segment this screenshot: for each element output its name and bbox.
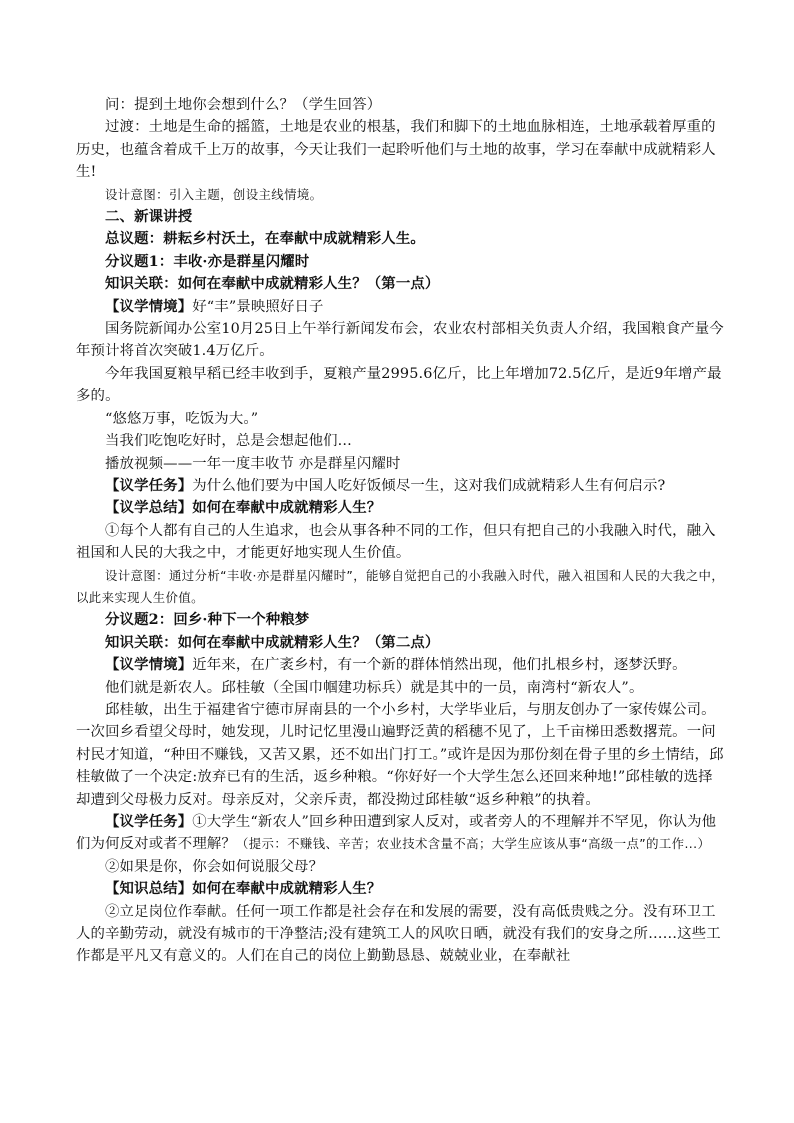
summary-1-point: ①每个人都有自己的人生追求，也会从事各种不同的工作，但只有把自己的小我融入时代，融入祖国和人民的大我之中，才能更好地实现人生价值。 xyxy=(76,522,716,562)
sub-topic-2-heading: 分议题2：回乡·种下一个种粮梦 xyxy=(105,611,310,629)
scenario-1-label: 【议学情境】 xyxy=(105,297,193,315)
reflection-paragraph: 当我们吃饱吃好时，总是会想起他们... xyxy=(105,433,352,450)
transition-paragraph: 过渡：土地是生命的摇篮，土地是农业的根基，我们和脚下的土地血脉相连，土地承载着厚重的历史，也蕴含着成千上万的故事，今天让我们一起聆听他们与土地的故事，学习在奉献中成就精彩人生! xyxy=(76,119,716,181)
general-topic-heading: 总议题：耕耘乡村沃土，在奉献中成就精彩人生。 xyxy=(105,230,425,248)
task-2-text: ①大学生“新农人”回乡种田遭到家人反对，或者旁人的不理解并不罕见，你认为他们为何反对或者不理解？ xyxy=(76,814,717,853)
sub-topic-1-heading: 分议题1：丰收·亦是群星闪耀时 xyxy=(105,252,310,270)
video-paragraph: 播放视频——一年一度丰收节 亦是群星闪耀时 xyxy=(105,455,401,472)
lesson-plan-body xyxy=(76,94,726,968)
task-2 xyxy=(76,811,726,856)
new-farmer-paragraph: 他们就是新农人。邱桂敏（全国巾帼建功标兵）就是其中的一员，南湾村“新农人”。 xyxy=(105,679,644,696)
qiu-guimin-story: 邱桂敏，出生于福建省宁德市屏南县的一个小乡村，大学毕业后，与朋友创办了一家传媒公司。一次回乡看望父母时，她发现，儿时记忆里漫山遍野泛黄的稻穗不见了，上千亩梯田悉数撂荒。一问村民才知道，“种田不赚钱，又苦又累，还不如出门打工。”或许是因为那份刻在骨子里的乡土情结，邱桂敏做了一个决定:放弃已有的生活，返乡种粮。“你好好一个大学生怎么还回来种地!”邱桂敏的选择却遭到父母极力反对。母亲反对，父亲斥责，都没拗过邱桂敏“返乡种粮”的执着。 xyxy=(76,701,724,808)
task-1-label: 【议学任务】 xyxy=(105,476,193,494)
question-paragraph: 问：提到土地你会想到什么？（学生回答） xyxy=(105,97,382,113)
task-2-label: 【议学任务】 xyxy=(105,813,193,830)
knowledge-link-2: 知识关联：如何在奉献中成就精彩人生？（第二点） xyxy=(105,633,440,651)
task-2-hint: （提示：不赚钱、辛苦；农业技术含量不高；大学生应该从事“高级一点”的工作...） xyxy=(235,836,711,852)
task-1 xyxy=(76,475,726,497)
scenario-2-text: 近年来，在广袤乡村，有一个新的群体悄然出现，他们扎根乡村，逐梦沃野。 xyxy=(192,657,687,674)
knowledge-link-1: 知识关联：如何在奉献中成就精彩人生？（第一点） xyxy=(105,275,440,293)
design-intent-2: 设计意图：通过分析“丰收·亦是群星闪耀时”，能够自觉把自己的小我融入时代，融入祖国和人民的大我之中，以此来实现人生价值。 xyxy=(76,567,725,605)
scenario-2 xyxy=(76,654,726,676)
design-intent-1: 设计意图：引入主题，创设主线情境。 xyxy=(105,186,323,202)
task-2-question-2: ②如果是你，你会如何说服父母？ xyxy=(105,858,324,875)
summary-2-heading: 【知识总结】如何在奉献中成就精彩人生？ xyxy=(105,880,382,898)
scenario-1-text: 好“丰”景映照好日子 xyxy=(192,298,324,315)
summary-1-heading: 【议学总结】如何在奉献中成就精彩人生？ xyxy=(105,499,382,517)
quote-paragraph: “悠悠万事，吃饭为大。” xyxy=(105,410,259,427)
news-paragraph-2: 今年我国夏粮早稻已经丰收到手，夏粮产量2995.6亿斤，比上年增加72.5亿斤，是近9年增产最多的。 xyxy=(76,365,722,405)
news-paragraph-1: 国务院新闻办公室10月25日上午举行新闻发布会，农业农村部相关负责人介绍，我国粮食产量今年预计将首次突破1.4万亿斤。 xyxy=(76,321,724,360)
summary-2-point: ②立足岗位作奉献。任何一项工作都是社会存在和发展的需要，没有高低贵贱之分。没有环卫工人的辛勤劳动，就没有城市的干净整洁;没有建筑工人的风吹日晒，就没有我们的安身之所……这些工作都是平凡又有意义的。人们在自己的岗位上勤勤恳恳、兢兢业业，在奉献社 xyxy=(76,903,721,965)
scenario-1 xyxy=(76,296,726,318)
section-heading-new-lesson: 二、新课讲授 xyxy=(105,208,193,226)
scenario-2-label: 【议学情境】 xyxy=(105,656,193,674)
task-1-text: 为什么他们要为中国人吃好饭倾尽一生，这对我们成就精彩人生有何启示? xyxy=(192,477,666,494)
